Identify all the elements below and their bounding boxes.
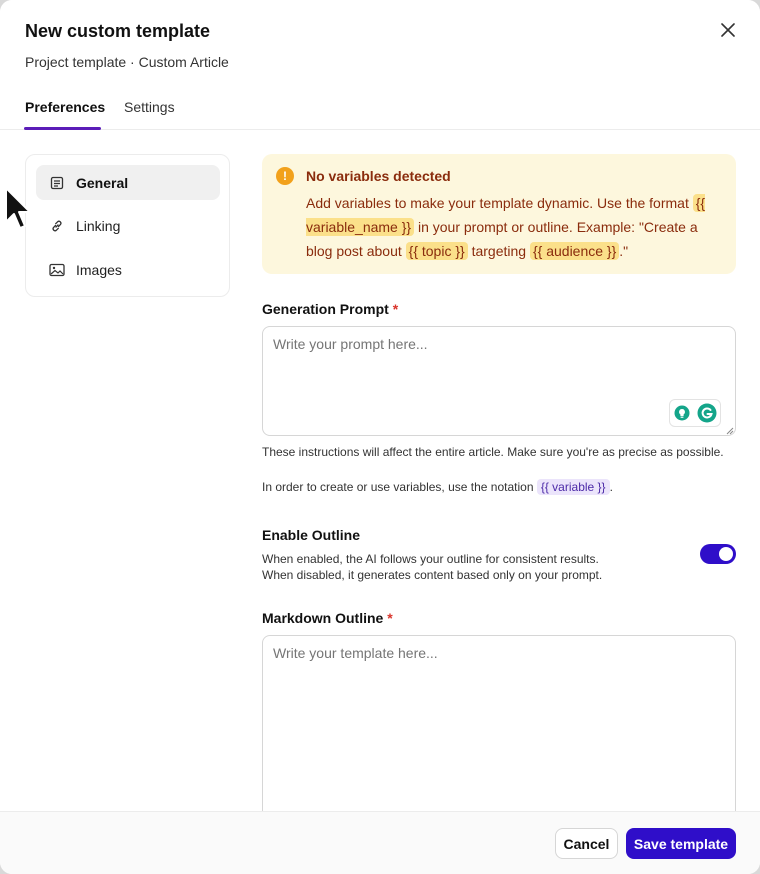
modal-subtitle: Project template · Custom Article xyxy=(25,54,229,70)
modal-footer xyxy=(0,811,760,874)
label-text: Markdown Outline xyxy=(262,610,384,626)
resize-handle-icon[interactable] xyxy=(726,427,734,435)
generation-prompt-label xyxy=(262,301,398,317)
help-text-segment: . xyxy=(609,480,613,494)
sidebar-item-label: Linking xyxy=(76,217,121,234)
enable-outline-label: Enable Outline xyxy=(262,527,361,543)
warning-icon: ! xyxy=(276,167,294,185)
alert-text-segment: ." xyxy=(619,243,629,259)
alert-text-segment: Add variables to make your template dynamic. Use the format xyxy=(306,195,693,211)
cancel-button[interactable]: Cancel xyxy=(555,828,618,859)
image-icon xyxy=(48,261,66,279)
required-mark: * xyxy=(392,301,399,317)
code-chip: {{ audience }} xyxy=(530,242,619,260)
variable-chip: {{ variable }} xyxy=(537,479,610,495)
sidebar-item-images[interactable] xyxy=(36,252,220,287)
markdown-outline-input[interactable] xyxy=(262,635,736,825)
enable-outline-toggle[interactable] xyxy=(700,544,736,564)
generation-prompt-help: These instructions will affect the entire article. Make sure you're as precise as possible. xyxy=(262,445,724,459)
label-text: Generation Prompt xyxy=(262,301,389,317)
document-icon xyxy=(48,174,66,192)
link-icon xyxy=(48,217,66,235)
required-mark: * xyxy=(387,610,393,626)
alert-text-segment: targeting xyxy=(467,243,530,259)
settings-sidebar xyxy=(25,154,230,297)
modal-header xyxy=(0,0,760,130)
alert-text-segment: in your prompt or outline. Example: "Create a blog post about xyxy=(306,219,698,259)
sidebar-item-label: Images xyxy=(76,261,122,278)
outline-desc-disabled: When disabled, it generates content based only on your prompt. xyxy=(262,568,603,582)
alert-message xyxy=(306,191,726,263)
grammarly-icon xyxy=(697,403,717,423)
lightbulb-icon xyxy=(674,405,690,421)
markdown-outline-label xyxy=(262,610,393,626)
generation-prompt-input[interactable] xyxy=(262,326,736,436)
tab-preferences[interactable]: Preferences xyxy=(25,99,106,115)
tab-settings[interactable]: Settings xyxy=(124,99,175,115)
sidebar-item-general[interactable] xyxy=(36,165,220,200)
modal-body xyxy=(0,131,760,811)
sidebar-item-linking[interactable] xyxy=(36,208,220,243)
code-chip: {{ variable_name }} xyxy=(306,195,706,235)
no-variables-alert xyxy=(262,154,736,274)
save-template-button[interactable]: Save template xyxy=(626,828,736,859)
grammarly-widget[interactable] xyxy=(669,399,721,427)
mouse-cursor-icon xyxy=(4,186,34,232)
code-chip: {{ topic }} xyxy=(406,242,468,260)
alert-title: No variables detected xyxy=(306,168,451,184)
variable-notation-help xyxy=(262,479,732,495)
help-text-segment: In order to create or use variables, use the notation xyxy=(262,480,537,494)
sidebar-item-label: General xyxy=(76,174,129,191)
outline-desc-enabled: When enabled, the AI follows your outline for consistent results. xyxy=(262,552,599,566)
modal-title: New custom template xyxy=(25,21,211,41)
active-tab-indicator xyxy=(24,127,101,130)
close-icon[interactable] xyxy=(716,18,740,42)
toggle-knob xyxy=(719,547,733,561)
